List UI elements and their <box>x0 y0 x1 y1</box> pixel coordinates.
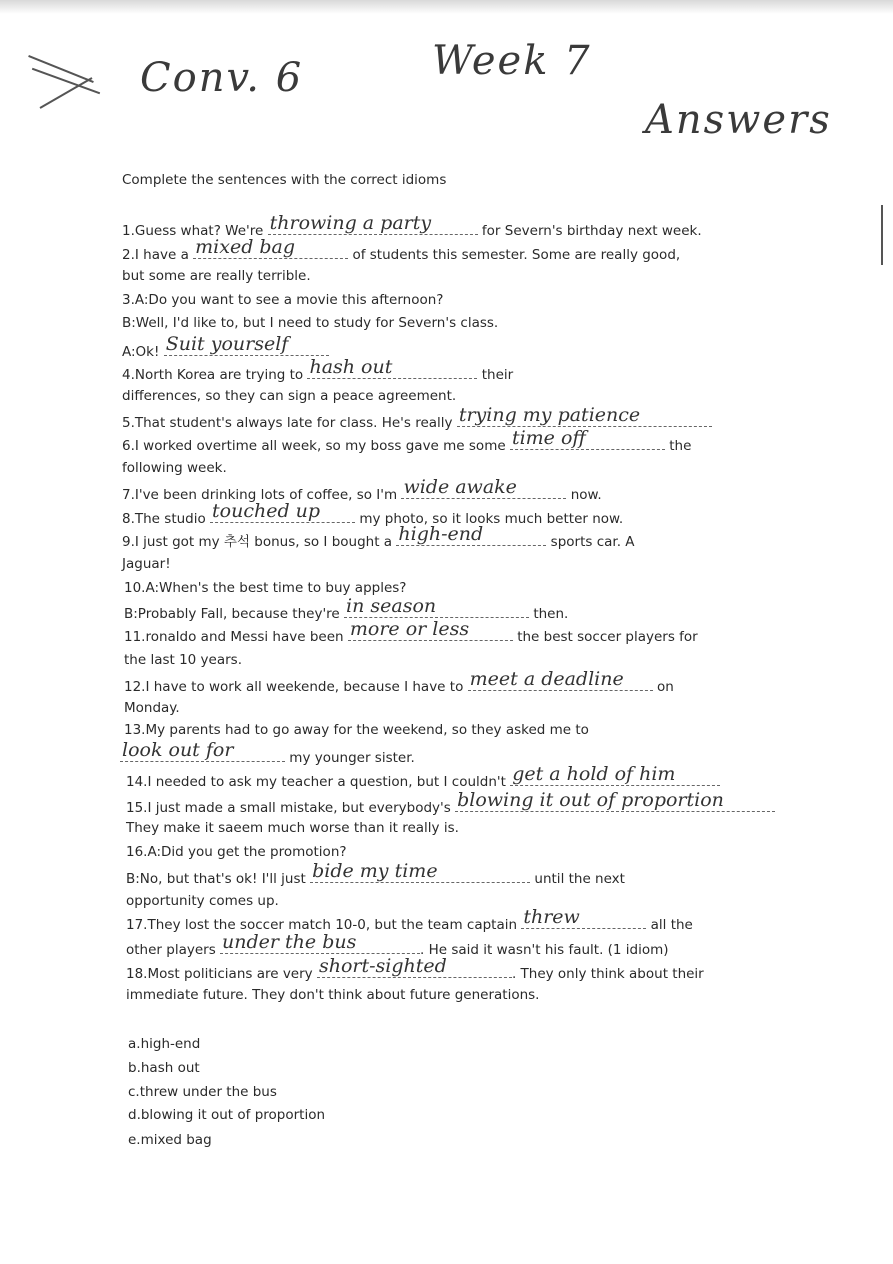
sentence-15: 15.I just made a small mistake, but everybody's blowing it out of proportion <box>126 797 775 816</box>
answer-blank <box>401 476 566 499</box>
answer-blank <box>310 860 530 883</box>
sentence-9: 9.I just got my 추석 bonus, so I bought a high-end sports car. A <box>122 523 635 550</box>
pen-mark <box>881 205 883 265</box>
answer-blank <box>455 789 775 812</box>
sentence-7: 7.I've been drinking lots of coffee, so I'm wide awake now. <box>122 476 602 503</box>
answer-blank <box>457 404 712 427</box>
sentence-2: 2.I have a mixed bag of students this semester. Some are really good, <box>122 236 681 263</box>
handwritten-answer: threw <box>523 906 580 928</box>
sentence-13-cont: look out for my younger sister. <box>122 739 415 766</box>
handwritten-answer: bide my time <box>312 860 438 882</box>
week-title: Week 7 <box>432 38 592 84</box>
sentence-17: 17.They lost the soccer match 10-0, but the team captain threw all the <box>126 906 693 933</box>
answer-blank <box>396 523 546 546</box>
sentence-18: 18.Most politicians are very short-sighted . They only think about their <box>126 955 704 982</box>
handwritten-answer: in season <box>346 595 437 617</box>
sentence-9-cont: Jaguar! <box>122 556 171 572</box>
sentence-15-cont: They make it saeem much worse than it really is. <box>126 820 459 836</box>
handwritten-answer: mixed bag <box>195 236 296 258</box>
sentence-5: 5.That student's always late for class. He's really trying my patience <box>122 412 712 431</box>
sentence-3c: A:Ok! Suit yourself <box>122 341 329 360</box>
answer-blank <box>510 763 720 786</box>
sentence-10a: 10.A:When's the best time to buy apples? <box>124 580 407 596</box>
answer-blank <box>468 668 653 691</box>
answer-blank <box>120 739 285 762</box>
handwritten-answer: touched up <box>212 500 321 522</box>
handwritten-answer: blowing it out of proportion <box>457 789 724 811</box>
sentence-18-cont: immediate future. They don't think about future generations. <box>126 987 540 1003</box>
sentence-11-cont: the last 10 years. <box>124 652 242 668</box>
answer-blank <box>344 595 529 618</box>
option-item: c.threw under the bus <box>128 1084 277 1100</box>
sentence-10b: B:Probably Fall, because they're in season then. <box>124 595 569 622</box>
handwritten-answer: throwing a party <box>269 212 432 234</box>
handwritten-answer: meet a deadline <box>469 668 624 690</box>
answer-blank <box>210 500 355 523</box>
handwritten-answer: under the bus <box>222 931 357 953</box>
answer-blank <box>220 931 420 954</box>
handwritten-answer: more or less <box>349 618 470 640</box>
sentence-12: 12.I have to work all weekende, because I have to meet a deadline on <box>124 668 674 695</box>
sentence-6: 6.I worked overtime all week, so my boss gave me some time off the <box>122 427 692 454</box>
handwritten-answer: hash out <box>309 356 393 378</box>
handwritten-answer: trying my patience <box>458 404 641 426</box>
sentence-16a: 16.A:Did you get the promotion? <box>126 844 347 860</box>
sentence-16-cont: opportunity comes up. <box>126 893 279 909</box>
handwritten-answer: look out for <box>122 739 234 761</box>
answer-blank <box>348 618 513 641</box>
handwritten-answer: high-end <box>398 523 484 545</box>
sentence-11: 11.ronaldo and Messi have been more or less the best soccer players for <box>124 618 698 645</box>
sentence-3a: 3.A:Do you want to see a movie this afternoon? <box>122 292 444 308</box>
handwritten-answer: time off <box>511 427 586 449</box>
handwritten-answer: Suit yourself <box>165 333 289 355</box>
sentence-12-cont: Monday. <box>124 700 180 716</box>
sentence-13: 13.My parents had to go away for the weekend, so they asked me to <box>124 722 589 738</box>
answer-blank <box>193 236 348 259</box>
sentence-16b: B:No, but that's ok! I'll just bide my time until the next <box>126 860 625 887</box>
sentence-1: 1.Guess what? We're throwing a party for Severn's birthday next week. <box>122 212 702 239</box>
answer-blank <box>268 212 478 235</box>
handwritten-answer: wide awake <box>403 476 517 498</box>
option-item: b.hash out <box>128 1060 200 1076</box>
handwritten-answer: short-sighted <box>318 955 447 977</box>
option-item: a.high-end <box>128 1036 201 1052</box>
answer-blank <box>521 906 646 929</box>
answer-blank <box>317 955 512 978</box>
sentence-3b: B:Well, I'd like to, but I need to study for Severn's class. <box>122 315 499 331</box>
handwritten-answer: get a hold of him <box>512 763 676 785</box>
sentence-14: 14.I needed to ask my teacher a question, but I couldn't get a hold of him <box>126 771 720 790</box>
course-title: Conv. 6 <box>140 55 304 101</box>
sentence-8: 8.The studio touched up my photo, so it looks much better now. <box>122 500 624 527</box>
sentence-6-cont: following week. <box>122 460 227 476</box>
answer-blank <box>307 356 477 379</box>
sentence-4: 4.North Korea are trying to hash out their <box>122 356 514 383</box>
option-item: d.blowing it out of proportion <box>128 1107 326 1123</box>
instructions: Complete the sentences with the correct idioms <box>122 172 447 188</box>
scan-edge <box>0 0 893 14</box>
answers-title: Answers <box>645 97 832 143</box>
option-item: e.mixed bag <box>128 1132 212 1148</box>
sentence-4-cont: differences, so they can sign a peace agreement. <box>122 388 457 404</box>
answer-blank <box>510 427 665 450</box>
sentence-2-cont: but some are really terrible. <box>122 268 311 284</box>
sentence-17-cont: other players under the bus . He said it wasn't his fault. (1 idiom) <box>126 931 669 958</box>
